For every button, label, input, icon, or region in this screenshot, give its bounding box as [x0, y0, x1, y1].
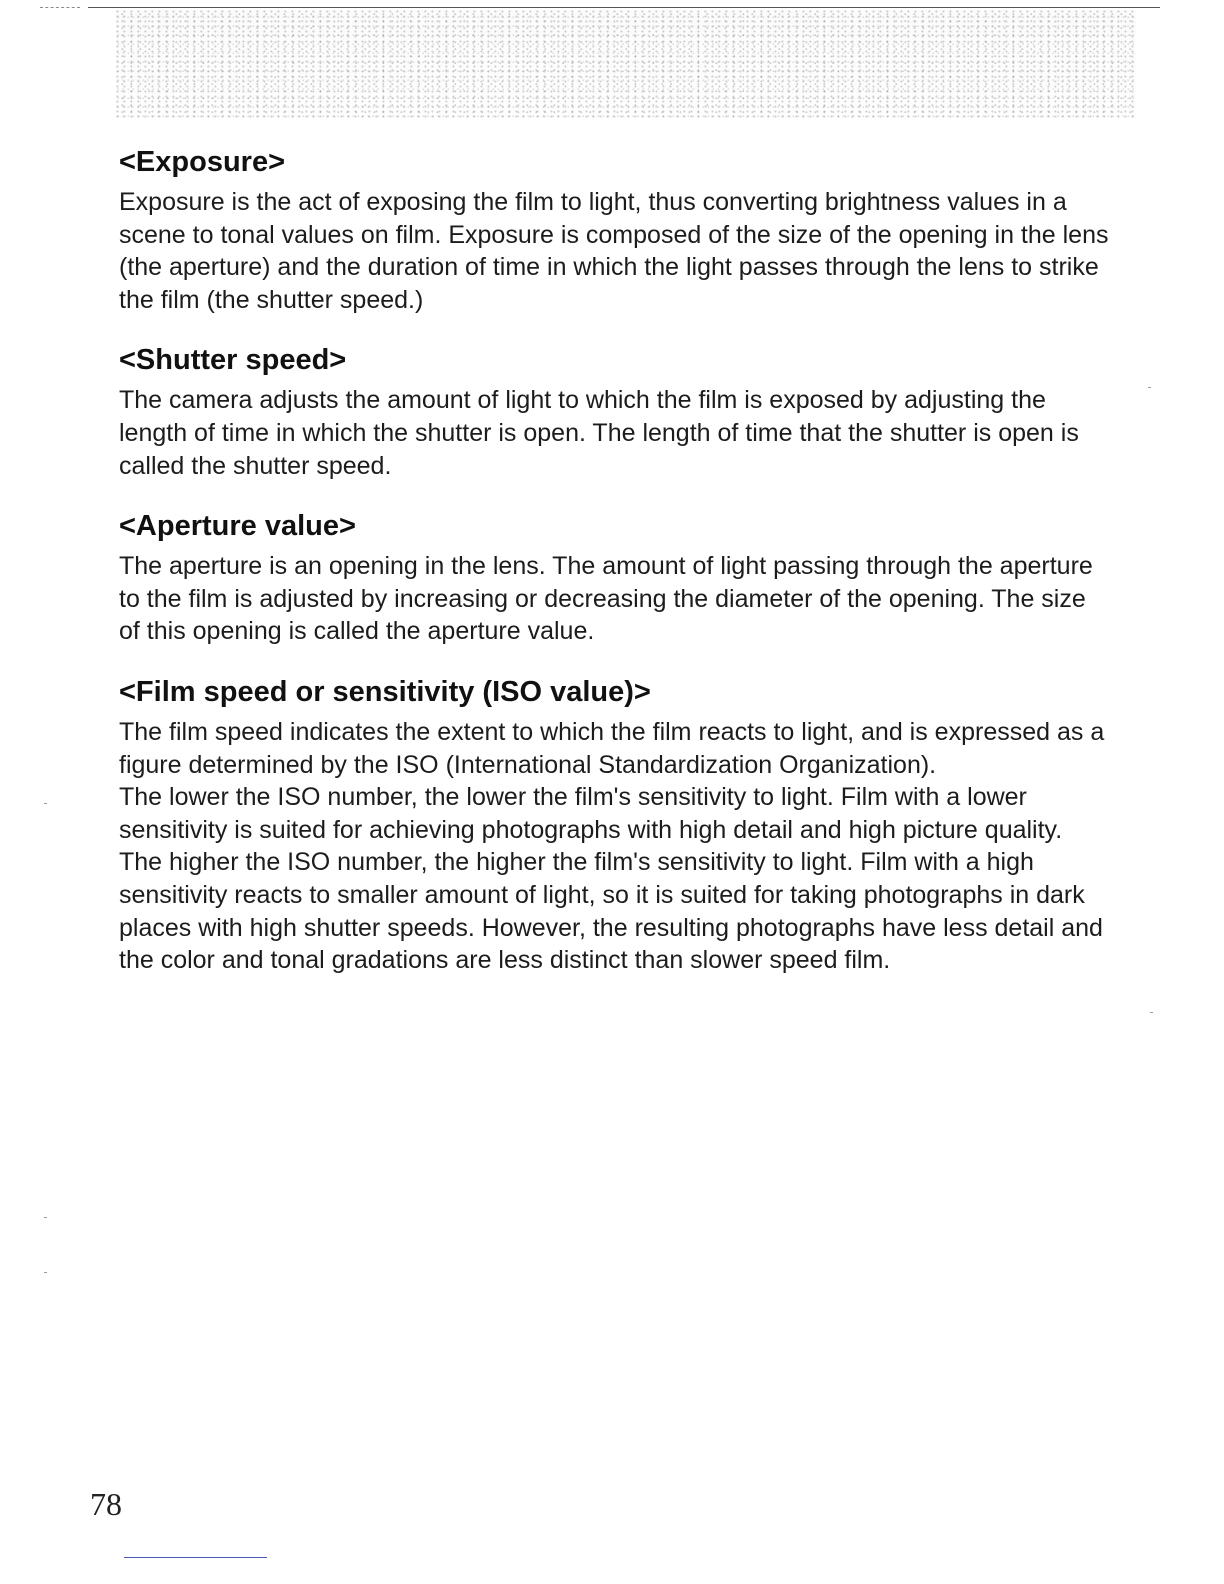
section-heading: <Shutter speed>	[119, 344, 347, 377]
section-paragraph: Exposure is the act of exposing the film to light, thus converting brightness values in a scene to tonal values on film. Exposure is composed of the size of the opening in the lens (the aperture) and the duration of time in which the light passes through the lens to strike the film (the shutter speed.)	[119, 188, 1109, 314]
section-paragraph: The film speed indicates the extent to which the film reacts to light, and is expressed as a figure determined by the ISO (International Standardization Organization).	[119, 717, 1105, 779]
section-shutter-speed	[119, 338, 1109, 482]
section-film-speed	[119, 670, 1109, 977]
section-exposure	[119, 140, 1109, 316]
section-paragraph: The aperture is an opening in the lens. The amount of light passing through the aperture to the film is adjusted by increasing or decreasing the diameter of the opening. The size of this opening is called the aperture value.	[119, 552, 1093, 646]
margin-mark	[44, 1272, 47, 1273]
margin-mark	[44, 803, 47, 804]
section-paragraph: The lower the ISO number, the lower the film's sensitivity to light. Film with a lower sensitivity is suited for achieving photographs with high detail and high picture quality.	[119, 783, 1063, 844]
header-halftone-band	[116, 10, 1136, 118]
section-paragraph: The camera adjusts the amount of light to which the film is exposed by adjusting the length of time in which the shutter is open. The length of time that the shutter is open is called the shutter speed.	[119, 386, 1079, 480]
top-rule	[88, 7, 1160, 8]
margin-mark	[44, 1217, 47, 1218]
section-heading: <Aperture value>	[119, 510, 356, 543]
page-content	[119, 140, 1109, 999]
section-heading: <Film speed or sensitivity (ISO value)>	[119, 675, 651, 708]
top-rule-stub	[40, 7, 80, 8]
section-heading: <Exposure>	[119, 146, 286, 178]
bottom-rule	[124, 1557, 267, 1558]
section-aperture-value	[119, 504, 1109, 648]
section-paragraph: The higher the ISO number, the higher the film's sensitivity to light. Film with a high sensitivity reacts to smaller amount of light, so it is suited for taking photographs in dark places with high shutter speeds. However, the resulting photographs have less detail and the color and tonal gradations are less distinct than slower speed film.	[119, 848, 1103, 975]
margin-mark	[1150, 1012, 1153, 1013]
page-number: 78	[90, 1486, 122, 1522]
margin-mark	[1148, 387, 1151, 388]
